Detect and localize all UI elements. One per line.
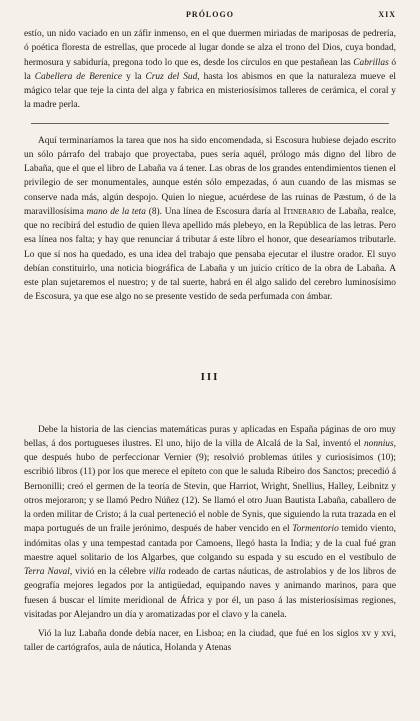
page-body <box>24 27 396 656</box>
small-caps-run: Itinerario <box>283 206 325 217</box>
text-run: y la <box>122 71 146 82</box>
text-run: estío, un nido vaciado en un záfir inmenso, en el que duermen miriadas de mariposas de pedrería, ó poética floresta de estrellas, que procede al lugar donde se alza el trono del Dios, cuya bondad, hermosura y sabiduría, pregona todo lo que es, desde los círculos en que pestañean las <box>24 29 396 68</box>
italic-run: Tormentorio <box>292 524 339 535</box>
italic-run: Terra Naval <box>24 567 70 577</box>
italic-run: Cabrillas <box>353 57 389 68</box>
running-title: PRÓLOGO <box>186 10 234 19</box>
text-run: rodeado de cartas náuticas, de astrolabios y de los libros de geografía mejores legados por la antigüedad, equipando naves y animando marinos, para que fuesen á buscar el límite meridional de África y por él, un paso á las misteriosísimas regiones, visitadas por Alejandro un día y aromatizadas por el clavo y la canela. <box>24 567 396 620</box>
page-number: XIX <box>378 10 396 19</box>
text-run: temido viento, indómitas olas y una tempestad cantada por Camoens, llegó hasta la India; y de la cual fué gran maestre aquel solitario de los Algarbes, que colgando su espada y su escudo en el vestíbulo de <box>24 524 396 563</box>
italic-run: villa <box>148 567 166 577</box>
paragraph-2 <box>24 134 396 305</box>
paragraph-3 <box>24 423 396 623</box>
text-run: Vió la luz Labaña donde debía nacer, en Lisboa; en la ciudad, que fué en los siglos xv y xvi, taller de cartógrafos, aula de náutica, Holanda y Atenas <box>24 629 396 654</box>
running-header <box>24 10 396 24</box>
text-run: de Labaña, realce, que no recibirá del estudio de quien lleva apellido más plebeyo, en la República de las letras. Pero esa línea nos falta; y hay que renunciar á tributar á este libro el honor, que desearíamos tributarle. Lo que sí nos ha quedado, es una idea del trabajo que pensaba ejecutar el ilustre orador. El suyo debían constituirlo, una noticia biográfica de Labaña y un juicio crítico de la obra de Labaña. A este plan sujetaremos el nuestro; y de tal suerte, habrá en él algo salido del cerebro luminosísimo de Escosura, ya que ese algo no se presente vestido de seda perfumada con ámbar. <box>24 206 396 303</box>
italic-run: Cruz del Sud <box>145 71 198 82</box>
text-run: Aquí terminaríamos la tarea que nos ha sido encomendada, si Escosura hubiese dejado escrito un sólo párrafo del trabajo que proyectaba, pues sería aquél, prólogo más digno del libro de Labaña, que el que el libro de Labaña va á tener. Las obras de los grandes entendimientos tienen el privilegio de ser monumentales, aunque estén sólo empezadas, ó aun cuando de las mismas se conserve nada más, algún despojo. Quien lo niegue, acuérdese de las ruinas de Pæstum, ó de la maravillosísima <box>24 135 396 217</box>
italic-run: Cabellera de Berenice <box>34 71 123 82</box>
divider <box>31 123 388 124</box>
italic-run: nonnius <box>363 438 394 449</box>
italic-run: mano de la teta <box>86 206 146 217</box>
paragraph-1 <box>24 27 396 113</box>
section-heading: III <box>200 370 220 383</box>
text-run: Debe la historia de las ciencias matemáticas puras y aplicadas en España páginas de oro muy bellas, á dos portugueses ilustres. El uno, hijo de la villa de Alcalá de la Sal, inventó el <box>24 424 396 449</box>
paragraph-4 <box>24 627 396 656</box>
text-run: , hasta los abismos en que la naturaleza mueve el mágico telar que teje la cinta del alga y fabrica en misteriosísimos talleres de cerámica, el coral y la madre perla. <box>24 71 396 111</box>
text-run: (8). Una línea de Escosura daría al <box>145 206 284 217</box>
text-run: , que después hubo de perfeccionar Vernier (9); resolvió problemas útiles y curiosísimos (10); escribió libros (11) por los que merece el epíteto con que le saluda Ribeiro dos Sanctos; precedió á Bernonilli; creó el germen de la teoría de Stevin, que Harriot, Wright, Snellius, Halley, Leibnitz y otros mejoraron; y se llamó Pedro Núñez (12). Se llamó el otro Juan Bautista Labaña, caballero de la orden militar de Cristo; á la cual perteneció el noble de Synis, que siguiendo la ruta trazada en el mapa portugués de un fraile jerónimo, después de haber vencido en el <box>24 438 396 535</box>
text-run: ó la <box>24 57 397 82</box>
text-run: , vivió en la célebre <box>69 567 149 577</box>
